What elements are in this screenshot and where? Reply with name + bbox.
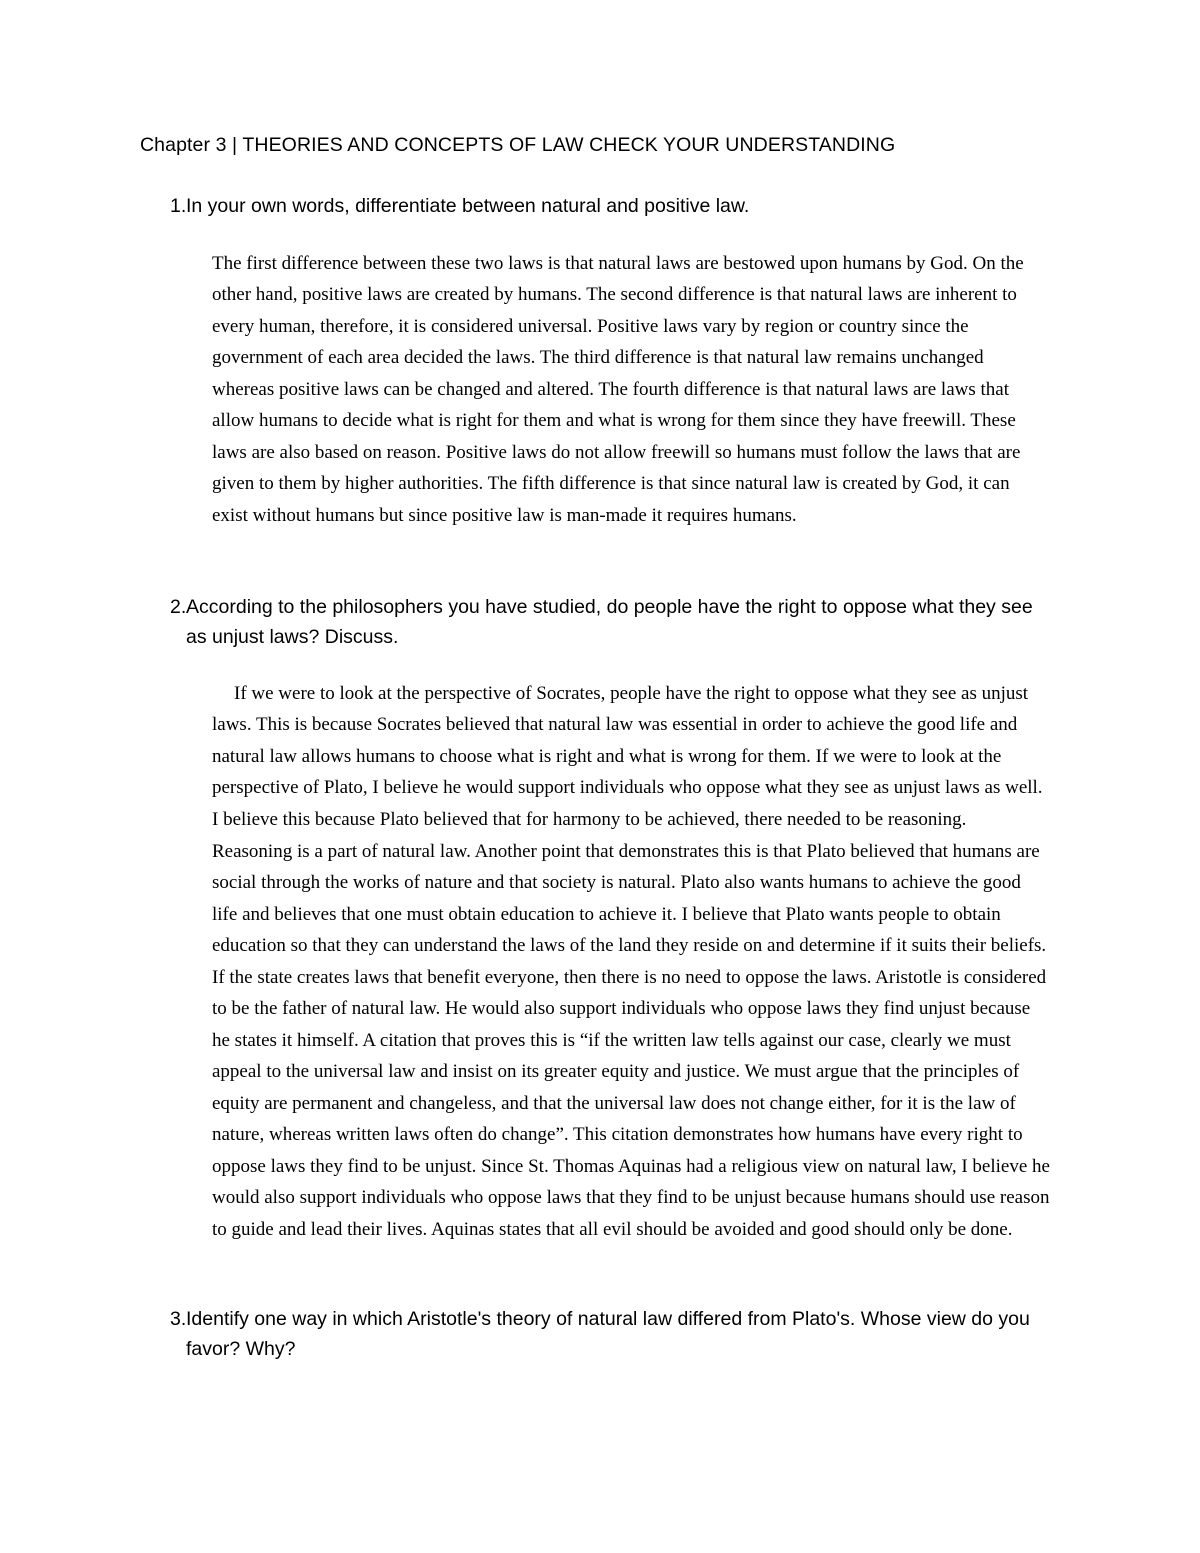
spacer xyxy=(140,1245,1050,1305)
question-item-2 xyxy=(140,593,1050,652)
answer-text-2: If we were to look at the perspective of Socrates, people have the right to oppose what they see as unjust laws. This is because Socrates believed that natural law was essential in order to achieve the good life and natural law allows humans to choose what is right and what is wrong for them. If we were to look at the perspective of Plato, I believe he would support individuals who oppose what they see as unjust laws as well. I believe this because Plato believed that for harmony to be achieved, there needed to be reasoning. Reasoning is a part of natural law. Another point that demonstrates this is that Plato believed that humans are social through the works of nature and that society is natural. Plato also wants humans to achieve the good life and believes that one must obtain education to achieve it. I believe that Plato wants people to obtain education so that they can understand the laws of the land they reside on and determine if it suits their beliefs. If the state creates laws that benefit everyone, then there is no need to oppose the laws. Aristotle is considered to be the father of natural law. He would also support individuals who oppose laws they find unjust because he states it himself. A citation that proves this is “if the written law tells against our case, clearly we must appeal to the universal law and insist on its greater equity and justice. We must argue that the principles of equity are permanent and changeless, and that the universal law does not change either, for it is the law of nature, whereas written laws often do change”. This citation demonstrates how humans have every right to oppose laws they find to be unjust. Since St. Thomas Aquinas had a religious view on natural law, I believe he would also support individuals who oppose laws that they find to be unjust because humans should use reason to guide and lead their lives. Aquinas states that all evil should be avoided and good should only be done. xyxy=(212,682,1050,1240)
question-number-2: 2. xyxy=(170,596,187,619)
spacer xyxy=(140,652,1050,678)
question-item-1 xyxy=(140,192,1050,221)
document-body xyxy=(140,132,1050,1364)
question-item-3 xyxy=(140,1305,1050,1364)
spacer xyxy=(140,222,1050,248)
page-title: Chapter 3 | THEORIES AND CONCEPTS OF LAW CHECK YOUR UNDERSTANDING xyxy=(140,134,896,156)
question-number-3: 3. xyxy=(170,1308,187,1331)
spacer xyxy=(140,531,1050,593)
question-prompt-3: Identify one way in which Aristotle's theory of natural law differed from Plato's. Whose view do you favor? Why? xyxy=(186,1308,1030,1360)
question-number-1: 1. xyxy=(170,195,187,218)
question-prompt-2: According to the philosophers you have studied, do people have the right to oppose what they see as unjust laws? Discuss. xyxy=(186,596,1033,648)
answer-text-1: The first difference between these two laws is that natural laws are bestowed upon humans by God. On the other hand, positive laws are created by humans. The second difference is that natural laws are inherent to every human, therefore, it is considered universal. Positive laws vary by region or country since the government of each area decided the laws. The third difference is that natural law remains unchanged whereas positive laws can be changed and altered. The fourth difference is that natural laws are laws that allow humans to decide what is right for them and what is wrong for them since they have freewill. These laws are also based on reason. Positive laws do not allow freewill so humans must follow the laws that are given to them by higher authorities. The fifth difference is that since natural law is created by God, it can exist without humans but since positive law is man-made it requires humans. xyxy=(212,252,1024,526)
question-prompt-1: In your own words, differentiate between natural and positive law. xyxy=(186,195,750,218)
